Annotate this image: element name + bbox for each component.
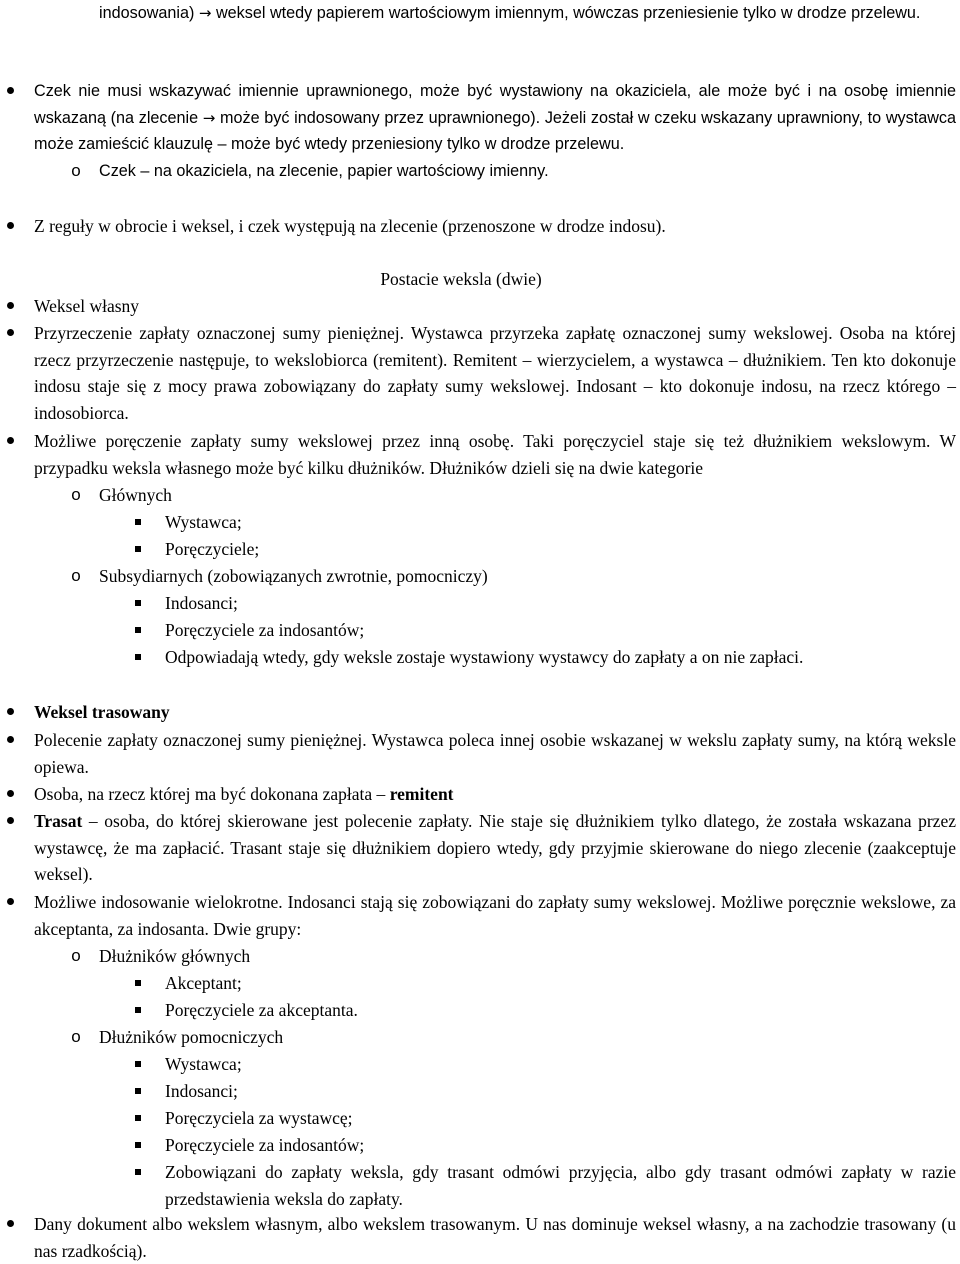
bold-term: remitent xyxy=(389,784,454,804)
list-item: Poręczyciele za indosantów; xyxy=(165,1135,365,1155)
list-item: Akceptant; xyxy=(165,973,242,993)
weksel-trasowany-definition: Polecenie zapłaty oznaczonej sumy pieniężnej. Wystawca poleca innej osobie wskazanej w wekslu zapłaty sumy, na którą weksle opiewa. xyxy=(34,730,956,777)
text-span: Osoba, na rzecz której ma być dokonana zapłata – xyxy=(34,784,390,804)
list-item: Wystawca; xyxy=(165,1054,242,1074)
bullet-icon xyxy=(7,87,14,94)
list-item: Zobowiązani do zapłaty weksla, gdy trasant odmówi przyjęcia, albo gdy trasant odmówi zapłaty w razie przedstawienia weksla do zapłaty. xyxy=(165,1162,956,1209)
text-span: może być indosowany przez uprawnionego). Jeżeli został w czeku wskazany uprawniony, to wystawca może zamieścić klauzulę – może być wtedy przeniesiony tylko w drodze przelewu. xyxy=(34,108,957,154)
list-item: Poręczyciela za wystawcę; xyxy=(165,1108,353,1128)
bold-term: Trasat xyxy=(34,811,83,831)
circle-bullet-icon: o xyxy=(71,566,81,585)
czek-subitem: Czek – na okaziciela, na zlecenie, papier wartościowy imienny. xyxy=(99,162,549,180)
bullet-icon xyxy=(7,736,14,743)
square-bullet-icon xyxy=(135,1142,141,1148)
list-item: Poręczyciele za indosantów; xyxy=(165,620,365,640)
list-item: Wystawca; xyxy=(165,512,242,532)
square-bullet-icon xyxy=(135,1088,141,1094)
square-bullet-icon xyxy=(135,1115,141,1121)
square-bullet-icon xyxy=(135,519,141,525)
remitent-paragraph xyxy=(34,781,956,808)
text-span: weksel wtedy papierem wartościowym imiennym, wówczas przeniesienie tylko w drodze przelewu. xyxy=(211,4,921,22)
list-item: Poręczyciele; xyxy=(165,539,260,559)
debtors-sub-label: Dłużników pomocniczych xyxy=(99,1027,284,1047)
weksel-trasowany-title xyxy=(34,699,956,726)
square-bullet-icon xyxy=(135,600,141,606)
rule-paragraph: Z reguły w obrocie i weksel, i czek występują na zlecenie (przenoszone w drodze indosu). xyxy=(34,216,666,236)
arrow-icon: → xyxy=(198,4,212,22)
weksel-wlasny-poreczenie: Możliwe poręczenie zapłaty sumy wekslowej przez inną osobę. Taki poręczyciel staje się też dłużnikiem wekslowym. W przypadku weksla własnego może być kilku dłużników. Dłużników dzieli się na dwie kategorie xyxy=(34,431,956,478)
square-bullet-icon xyxy=(135,546,141,552)
section-heading xyxy=(0,266,922,293)
bullet-icon xyxy=(7,222,14,229)
list-item: Poręczyciele za akceptanta. xyxy=(165,1000,358,1020)
bullet-icon xyxy=(7,790,14,797)
bullet-icon xyxy=(7,329,14,336)
bullet-icon xyxy=(7,437,14,444)
heading-text: Postacie weksla (dwie) xyxy=(380,269,542,289)
bullet-icon xyxy=(7,817,14,824)
circle-bullet-icon: o xyxy=(71,1027,81,1046)
debtors-sub-label: Subsydiarnych (zobowiązanych zwrotnie, pomocniczy) xyxy=(99,566,488,586)
title-text: Weksel trasowany xyxy=(34,702,170,722)
text-span: Czek nie musi wskazywać imiennie uprawnionego, może być wystawiony na okaziciela, ale może być i na osobę imiennie wskazaną (na zlecenie xyxy=(34,82,956,127)
list-item: Odpowiadają wtedy, gdy weksle zostaje wystawiony wystawcy do zapłaty a on nie zapłaci. xyxy=(165,647,804,667)
bullet-icon xyxy=(7,708,14,715)
bullet-icon xyxy=(7,898,14,905)
continuation-paragraph xyxy=(99,0,956,27)
square-bullet-icon xyxy=(135,980,141,986)
trasat-paragraph xyxy=(34,808,956,888)
circle-bullet-icon: o xyxy=(71,161,81,180)
circle-bullet-icon: o xyxy=(71,485,81,504)
arrow-icon: → xyxy=(202,108,216,127)
square-bullet-icon xyxy=(135,1169,141,1175)
weksel-wlasny-definition: Przyrzeczenie zapłaty oznaczonej sumy pieniężnej. Wystawca przyrzeka zapłatę oznaczonej sumy wekslowej. Osoba na której rzecz przyrzeczenie następuje, to wekslobiorca (remitent). Remitent – wierzycielem, a wystawca – dłużnikiem. Ten kto dokonuje indosu staje się z mocy prawa zobowiązany do zapłaty sumy wekslowej. Indosant – kto dokonuje indosu, na rzecz którego – indosobiorca. xyxy=(34,323,956,423)
square-bullet-icon xyxy=(135,627,141,633)
bullet-icon xyxy=(7,302,14,309)
circle-bullet-icon: o xyxy=(71,946,81,965)
indosowanie-paragraph: Możliwe indosowanie wielokrotne. Indosanci stają się zobowiązani do zapłaty sumy wekslowej. Możliwe poręcznie wekslowe, za akceptanta, za indosanta. Dwie grupy: xyxy=(34,892,956,939)
weksel-wlasny-title: Weksel własny xyxy=(34,296,140,316)
debtors-main-label: Dłużników głównych xyxy=(99,946,251,966)
text-span: – osoba, do której skierowane jest polecenie zapłaty. Nie staje się dłużnikiem tylko dlatego, że została wskazana przez wystawcę, że ma zapłacić. Trasant staje się dłużnikiem dopiero wtedy, gdy przyjmie skierowane do niego zlecenie (zaakceptuje weksel). xyxy=(34,811,956,885)
czek-paragraph xyxy=(34,78,956,158)
text-span: indosowania) xyxy=(99,4,199,22)
closing-paragraph: Dany dokument albo wekslem własnym, albo wekslem trasowanym. U nas dominuje weksel własny, a na zachodzie trasowany (u nas rzadkością). xyxy=(34,1214,956,1261)
debtors-main-label: Głównych xyxy=(99,485,172,505)
list-item: Indosanci; xyxy=(165,593,238,613)
square-bullet-icon xyxy=(135,1061,141,1067)
bullet-icon xyxy=(7,1220,14,1227)
square-bullet-icon xyxy=(135,1007,141,1013)
list-item: Indosanci; xyxy=(165,1081,238,1101)
square-bullet-icon xyxy=(135,654,141,660)
